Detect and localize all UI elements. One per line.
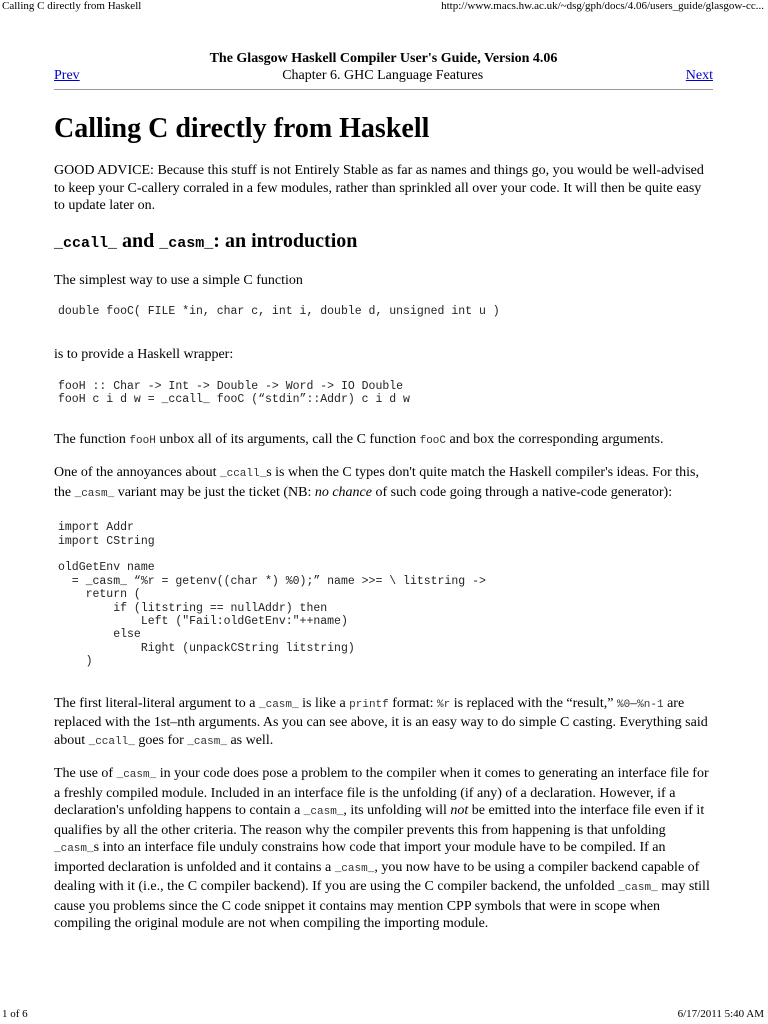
section-heading: _ccall_ and _casm_: an introduction: [54, 229, 358, 252]
print-footer: [0, 1008, 768, 1022]
print-header-url: http://www.macs.hw.ac.uk/~dsg/gph/docs/4.06/users_guide/glasgow-cc...: [441, 0, 764, 12]
guide-title: The Glasgow Haskell Compiler User's Guide, Version 4.06: [209, 51, 558, 66]
print-timestamp: 6/17/2011 5:40 AM: [677, 1008, 764, 1020]
header-divider: [54, 89, 713, 90]
casm-keyword: _casm_: [159, 234, 214, 252]
page-title: Calling C directly from Haskell: [54, 113, 430, 144]
inline-code: _casm_: [116, 769, 157, 782]
function-paragraph: The function fooH unbox all of its arguments, call the C function fooC and box the corresponding arguments.: [54, 431, 664, 447]
code-block-fooC: double fooC( FILE *in, char c, int i, double d, unsigned int u ): [58, 305, 500, 318]
inline-code: printf: [349, 698, 389, 711]
page-counter: 1 of 6: [2, 1008, 28, 1020]
navigation-header: [54, 51, 713, 90]
inline-code: _casm_: [303, 806, 344, 819]
wrapper-paragraph: is to provide a Haskell wrapper:: [54, 347, 234, 363]
nav-row: [54, 67, 713, 85]
inline-code: %r: [436, 698, 451, 711]
simplest-paragraph: The simplest way to use a simple C function: [54, 272, 303, 288]
inline-code: _casm_: [74, 487, 115, 500]
inline-code: fooH: [129, 434, 156, 447]
print-header-title: Calling C directly from Haskell: [2, 0, 142, 12]
inline-code: _casm_: [618, 882, 658, 895]
chapter-title: Chapter 6. GHC Language Features: [282, 68, 484, 83]
inline-code: fooC: [419, 434, 446, 447]
ccall-keyword: _ccall_: [54, 234, 118, 252]
inline-code: _ccall_: [220, 468, 267, 481]
code-block-fooH: fooH :: Char -> Int -> Double -> Word -> IO Double fooH c i d w = _ccall_ fooC (“stdin”::Addr) c i d w: [58, 379, 410, 407]
code-block-getenv: import Addr import CString oldGetEnv name = _casm_ “%r = getenv((char *) %0);” name >>= \ litstring -> return ( if (litstring == nullAddr) then Left ("Fail:oldGetEnv:"++name) else Right (unpackCString litstring) ): [58, 521, 486, 669]
first-literal-paragraph: The first literal-literal argument to a _casm_ is like a printf format: %r is replaced with the “result,” %0–%n-1 are replaced with the 1st–nth arguments. As you can see above, it is an easy way to do simple C casting. Everything said about _ccall_ goes for _casm_ as well.: [54, 695, 708, 748]
next-link[interactable]: Next: [685, 68, 713, 83]
good-advice-paragraph: GOOD ADVICE: Because this stuff is not Entirely Stable as far as names and things go, you would be well-advised to keep your C-callery corraled in a few modules, rather than sprinkled all over your code. It will then be quite easy to update later on.: [54, 163, 704, 213]
inline-code: %n-1: [637, 698, 664, 711]
inline-code: _casm_: [259, 698, 299, 711]
emphasis: no chance: [314, 484, 372, 500]
prev-link[interactable]: Prev: [54, 68, 80, 83]
emphasis: not: [450, 803, 469, 819]
inline-code: _casm_: [334, 862, 375, 875]
inline-code: _ccall_: [88, 735, 135, 748]
inline-code: _casm_: [187, 735, 227, 748]
main-content: [54, 112, 712, 943]
print-header: [0, 0, 768, 14]
inline-code: _casm_: [54, 843, 94, 856]
inline-code: %0: [616, 698, 631, 711]
annoyances-paragraph: One of the annoyances about _ccall_s is when the C types don't quite match the Haskell compiler's ideas. For this, the _casm_ variant may be just the ticket (NB: no chance of such code going through a native-code generator):: [54, 465, 699, 500]
use-of-casm-paragraph: The use of _casm_ in your code does pose a problem to the compiler when it comes to generating an interface file for a freshly compiled module. Included in an interface file is the unfolding (if any) of a declaration. However, if a declaration's unfolding happens to contain a _casm_, its unfolding will not be emitted into the interface file even if it qualifies by all the other criteria. The reason why the compiler prevents this from happening is that unfolding _casm_s into an interface file unduly constrains how code that import your module have to be compiled. If an imported declaration is unfolded and it contains a _casm_, you now have to be using a compiler backend capable of dealing with it (i.e., the C compiler backend). If you are using the C compiler backend, the unfolded _casm_ may still cause you problems since the C code snippet it contains may mention CPP symbols that were in scope when compiling the original module are not when compiling the importing module.: [54, 766, 710, 932]
